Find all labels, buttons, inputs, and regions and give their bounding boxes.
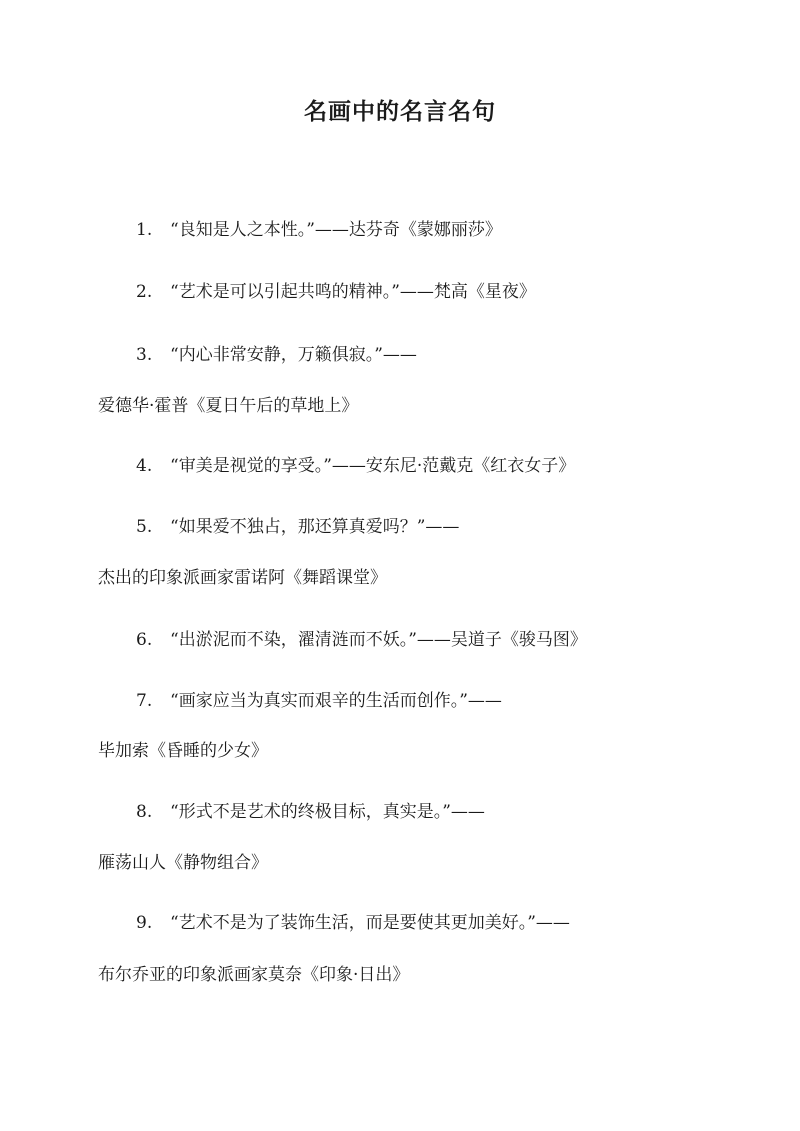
quote-text: “良知是人之本性。”——达芬奇《蒙娜丽莎》 — [170, 220, 502, 240]
item-number: 6. — [136, 630, 153, 650]
item-number: 7. — [136, 691, 153, 711]
quote-item-4 — [136, 452, 575, 480]
quote-text: “形式不是艺术的终极目标，真实是。”—— — [170, 802, 485, 822]
quote-item-7-attribution: 毕加索《昏睡的少女》 — [98, 741, 268, 761]
quote-item-8-attribution: 雁荡山人《静物组合》 — [98, 853, 268, 873]
quote-item-5 — [136, 513, 459, 541]
quote-item-1 — [136, 216, 502, 244]
item-number: 1. — [136, 220, 153, 240]
quote-item-5-attribution: 杰出的印象派画家雷诺阿《舞蹈课堂》 — [98, 568, 387, 588]
quote-text: “艺术不是为了装饰生活，而是要使其更加美好。”—— — [170, 913, 570, 933]
item-number: 8. — [136, 802, 153, 822]
quote-item-3-attribution: 爱德华·霍普《夏日午后的草地上》 — [98, 396, 359, 416]
quote-text: “出淤泥而不染，濯清涟而不妖。”——吴道子《骏马图》 — [170, 630, 587, 650]
item-number: 3. — [136, 345, 153, 365]
item-number: 9. — [136, 913, 153, 933]
quote-text: “画家应当为真实而艰辛的生活而创作。”—— — [170, 691, 502, 711]
quote-item-2 — [136, 278, 536, 306]
quote-item-3 — [136, 341, 417, 369]
quote-text: “艺术是可以引起共鸣的精神。”——梵高《星夜》 — [170, 282, 536, 302]
quote-item-6 — [136, 626, 587, 654]
quote-text: “审美是视觉的享受。”——安东尼·范戴克《红衣女子》 — [170, 456, 576, 476]
quote-text: “内心非常安静，万籁俱寂。”—— — [170, 345, 417, 365]
quote-item-9-attribution: 布尔乔亚的印象派画家莫奈《印象·日出》 — [98, 965, 410, 985]
quote-item-9 — [136, 909, 570, 937]
quote-item-7 — [136, 687, 502, 715]
item-number: 4. — [136, 456, 153, 476]
item-number: 2. — [136, 282, 153, 302]
quote-item-8 — [136, 798, 485, 826]
document-title: 名画中的名言名句 — [304, 98, 496, 125]
item-number: 5. — [136, 517, 153, 537]
quote-text: “如果爱不独占，那还算真爱吗？”—— — [170, 517, 460, 537]
